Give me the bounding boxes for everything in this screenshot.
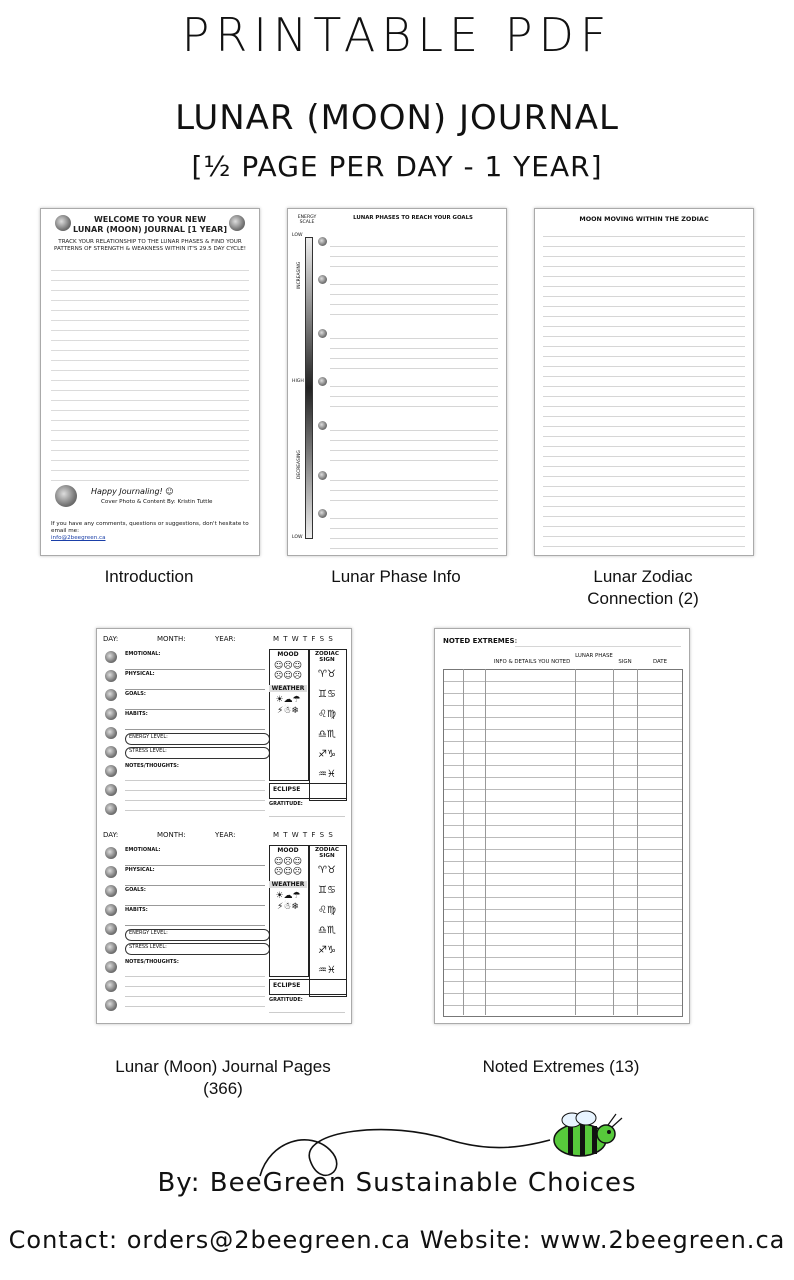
mood-label: MOOD bbox=[277, 651, 299, 658]
journal-notes-label: NOTES/THOUGHTS: bbox=[125, 959, 179, 965]
format-note: [½ PAGE PER DAY - 1 YEAR] bbox=[191, 150, 603, 183]
journal-row: EMOTIONAL: bbox=[125, 651, 265, 670]
intro-credit: Cover Photo & Content By: Kristin Tuttle bbox=[101, 499, 213, 505]
extremes-col-divider bbox=[637, 669, 638, 1015]
intro-text-block bbox=[51, 261, 249, 481]
intro-title-1: WELCOME TO YOUR NEW bbox=[93, 215, 207, 224]
energy-low-bottom: LOW bbox=[292, 535, 303, 540]
extremes-col-divider bbox=[485, 669, 486, 1015]
journal-month-label: MONTH: bbox=[157, 831, 186, 839]
phase-caption: Lunar Phase Info bbox=[331, 567, 461, 586]
phase-text-block bbox=[330, 329, 498, 371]
zodiac-sign-label: ZODIAC SIGN bbox=[315, 651, 339, 663]
journal-moon-icon bbox=[105, 746, 117, 758]
eclipse-label: ECLIPSE bbox=[273, 786, 301, 793]
journal-weekdays: M T W T F S S bbox=[273, 635, 334, 643]
energy-scale-bar bbox=[305, 237, 313, 539]
extremes-col-divider bbox=[463, 669, 464, 1015]
journal-row: PHYSICAL: bbox=[125, 867, 265, 886]
phase-moon-icon bbox=[318, 275, 327, 284]
mood-faces-icon: ☺☹☺ ☹☺☹ bbox=[273, 661, 303, 681]
journal-year-label: YEAR: bbox=[215, 635, 236, 643]
phase-moon-icon bbox=[318, 377, 327, 386]
product-subtitle: LUNAR (MOON) JOURNAL bbox=[175, 98, 619, 138]
phase-text-block bbox=[330, 471, 498, 503]
main-title: PRINTABLE PDF bbox=[181, 8, 613, 62]
journal-moon-icon bbox=[105, 904, 117, 916]
journal-row: PHYSICAL: bbox=[125, 671, 265, 690]
intro-contact-email[interactable]: info@2beegreen.ca bbox=[51, 535, 106, 541]
moon-icon bbox=[55, 485, 77, 507]
col-phase-header: LUNAR PHASE bbox=[575, 653, 613, 659]
phase-moon-icon bbox=[318, 509, 327, 518]
gratitude-label: GRATITUDE: bbox=[269, 997, 303, 1003]
zodiac-text-block bbox=[543, 227, 745, 549]
weather-icons: ☀☁☂ ⚡☃❄ bbox=[275, 695, 301, 716]
journal-moon-icon bbox=[105, 765, 117, 777]
journal-year-label: YEAR: bbox=[215, 831, 236, 839]
weather-label: WEATHER bbox=[269, 685, 307, 692]
mood-faces-icon: ☺☹☺ ☹☺☹ bbox=[273, 857, 303, 877]
journal-row: GOALS: bbox=[125, 887, 265, 906]
energy-level-bar: ENERGY LEVEL: bbox=[125, 733, 270, 745]
phase-moon-icon bbox=[318, 237, 327, 246]
extremes-col-divider bbox=[575, 669, 576, 1015]
stress-level-bar: STRESS LEVEL: bbox=[125, 943, 270, 955]
decreasing-label: DECREASING bbox=[297, 450, 302, 479]
journal-row: GOALS: bbox=[125, 691, 265, 710]
intro-contact-note: If you have any comments, questions or suggestions, don't hesitate to email me: bbox=[51, 521, 249, 534]
journal-moon-icon bbox=[105, 689, 117, 701]
journal-day-label: DAY: bbox=[103, 831, 119, 839]
phase-text-block bbox=[330, 509, 498, 549]
col-sign-header: SIGN bbox=[618, 659, 632, 665]
intro-tagline: TRACK YOUR RELATIONSHIP TO THE LUNAR PHASES & FIND YOUR PATTERNS OF STRENGTH & WEAKNESS WITHIN IT'S 29.5 DAY CYCLE! bbox=[54, 239, 246, 252]
energy-high: HIGH bbox=[292, 379, 304, 384]
journal-notes-label: NOTES/THOUGHTS: bbox=[125, 763, 179, 769]
journal-caption-2: (366) bbox=[203, 1079, 243, 1098]
journal-row: HABITS: bbox=[125, 711, 265, 730]
zodiac-page-preview bbox=[534, 208, 754, 556]
intro-caption: Introduction bbox=[104, 567, 194, 586]
contact-line[interactable]: Contact: orders@2beegreen.ca Website: www.2beegreen.ca bbox=[8, 1226, 786, 1254]
phase-title: LUNAR PHASES TO REACH YOUR GOALS bbox=[353, 215, 473, 221]
moon-icon bbox=[55, 215, 71, 231]
bee-icon bbox=[554, 1111, 622, 1156]
phase-moon-icon bbox=[318, 329, 327, 338]
phase-text-block bbox=[330, 377, 498, 415]
zodiac-caption-1: Lunar Zodiac bbox=[593, 567, 693, 586]
weather-icons: ☀☁☂ ⚡☃❄ bbox=[275, 891, 301, 912]
extremes-page-preview bbox=[434, 628, 690, 1024]
journal-row: EMOTIONAL: bbox=[125, 847, 265, 866]
byline: By: BeeGreen Sustainable Choices bbox=[157, 1168, 637, 1198]
journal-moon-icon bbox=[105, 784, 117, 796]
extremes-caption: Noted Extremes (13) bbox=[482, 1057, 640, 1076]
journal-caption-1: Lunar (Moon) Journal Pages bbox=[115, 1057, 331, 1076]
phase-text-block bbox=[330, 421, 498, 465]
energy-scale-label: ENERGY SCALE bbox=[297, 215, 317, 225]
zodiac-sign-label: ZODIAC SIGN bbox=[315, 847, 339, 859]
journal-moon-icon bbox=[105, 923, 117, 935]
journal-moon-icon bbox=[105, 803, 117, 815]
phase-text-block bbox=[330, 275, 498, 323]
stress-level-bar: STRESS LEVEL: bbox=[125, 747, 270, 759]
journal-notes-lines bbox=[125, 967, 265, 1013]
journal-row: HABITS: bbox=[125, 907, 265, 926]
extremes-col-divider bbox=[613, 669, 614, 1015]
gratitude-lines bbox=[269, 807, 345, 821]
zodiac-caption-2: Connection (2) bbox=[587, 589, 699, 608]
phase-moon-icon bbox=[318, 471, 327, 480]
eclipse-label: ECLIPSE bbox=[273, 982, 301, 989]
extremes-intro-text bbox=[515, 637, 681, 647]
journal-moon-icon bbox=[105, 727, 117, 739]
journal-moon-icon bbox=[105, 885, 117, 897]
journal-day-label: DAY: bbox=[103, 635, 119, 643]
gratitude-lines bbox=[269, 1003, 345, 1017]
journal-weekdays: M T W T F S S bbox=[273, 831, 334, 839]
phase-moon-icon bbox=[318, 421, 327, 430]
mood-label: MOOD bbox=[277, 847, 299, 854]
journal-moon-icon bbox=[105, 942, 117, 954]
journal-moon-icon bbox=[105, 670, 117, 682]
phase-text-block bbox=[330, 237, 498, 269]
intro-signoff: Happy Journaling! ☺ bbox=[91, 487, 174, 496]
extremes-title: NOTED EXTREMES: bbox=[443, 637, 518, 645]
increasing-label: INCREASING bbox=[297, 261, 302, 289]
journal-moon-icon bbox=[105, 999, 117, 1011]
zodiac-title: MOON MOVING WITHIN THE ZODIAC bbox=[579, 215, 709, 223]
energy-low-top: LOW bbox=[292, 233, 303, 238]
journal-page-preview bbox=[96, 628, 352, 1024]
weather-label: WEATHER bbox=[269, 881, 307, 888]
moon-icon bbox=[229, 215, 245, 231]
phase-page-preview bbox=[287, 208, 507, 556]
intro-title-2: LUNAR (MOON) JOURNAL [1 YEAR] bbox=[73, 225, 227, 234]
journal-moon-icon bbox=[105, 980, 117, 992]
journal-moon-icon bbox=[105, 651, 117, 663]
zodiac-symbols-icon: ♈♉ ♊♋ ♌♍ ♎♏ ♐♑ ♒♓ bbox=[318, 865, 336, 976]
journal-moon-icon bbox=[105, 847, 117, 859]
zodiac-symbols-icon: ♈♉ ♊♋ ♌♍ ♎♏ ♐♑ ♒♓ bbox=[318, 669, 336, 780]
intro-page-preview bbox=[40, 208, 260, 556]
journal-moon-icon bbox=[105, 708, 117, 720]
col-date-header: DATE bbox=[652, 659, 668, 665]
gratitude-label: GRATITUDE: bbox=[269, 801, 303, 807]
energy-level-bar: ENERGY LEVEL: bbox=[125, 929, 270, 941]
journal-moon-icon bbox=[105, 866, 117, 878]
journal-notes-lines bbox=[125, 771, 265, 817]
extremes-table bbox=[443, 669, 683, 1017]
journal-moon-icon bbox=[105, 961, 117, 973]
journal-month-label: MONTH: bbox=[157, 635, 186, 643]
col-info-header: INFO & DETAILS YOU NOTED bbox=[493, 659, 571, 665]
